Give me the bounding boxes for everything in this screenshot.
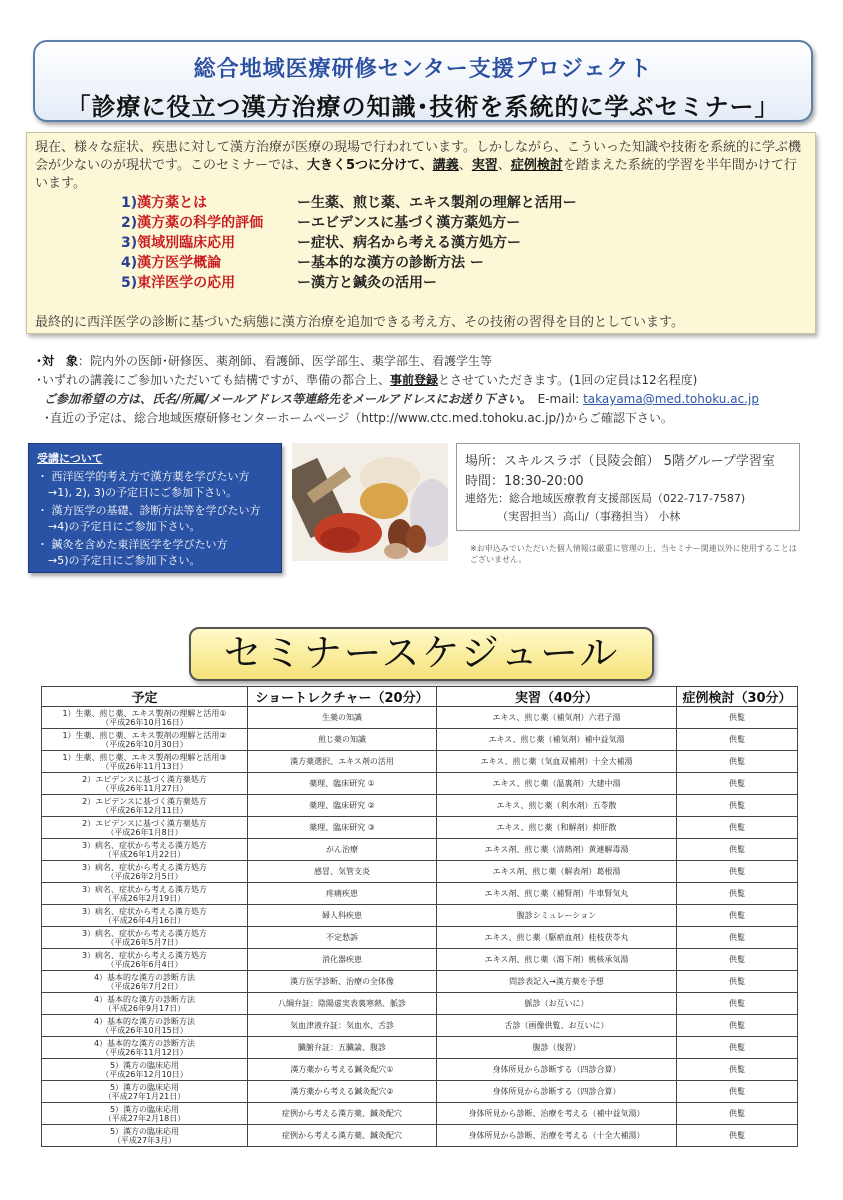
table-row [42, 817, 798, 839]
registration-note: ･いずれの講義にご参加いただいても結構ですが、準備の都合上、事前登録とさせていただきます。(1回の定員は12名程度) [36, 373, 698, 387]
schedule-cell [42, 707, 248, 729]
schedule-cell [42, 1125, 248, 1147]
schedule-cell [42, 1037, 248, 1059]
schedule-cell [42, 817, 248, 839]
lecture-cell: 消化器疾患 [248, 949, 437, 971]
attendance-guide-box [28, 443, 282, 573]
session-date: （平成26年10月15日） [101, 1025, 188, 1035]
lecture-cell: 婦人科疾患 [248, 905, 437, 927]
case-study-cell: 供覧 [677, 1037, 798, 1059]
session-date: （平成26年7月2日） [106, 981, 183, 991]
session-topic: 3）病名、症状から考える漢方処方 [81, 950, 208, 960]
lecture-cell: がん治療 [248, 839, 437, 861]
session-date: （平成26年12月11日） [101, 805, 188, 815]
topic-item: 2)漢方薬の科学的評価 ーエビデンスに基づく漢方薬処方ー [121, 215, 521, 231]
schedule-table [41, 686, 798, 1147]
session-topic: 4）基本的な漢方の診断方法 [93, 994, 196, 1004]
practice-cell: 身体所見から診断、治療を考える（補中益気湯） [437, 1103, 677, 1125]
lecture-cell: 漢方薬選択、エキス剤の活用 [248, 751, 437, 773]
schedule-body [42, 707, 798, 1147]
table-row [42, 949, 798, 971]
practice-cell: エキス剤、煎じ薬（解表剤）葛根湯 [437, 861, 677, 883]
table-row [42, 1081, 798, 1103]
schedule-cell [42, 905, 248, 927]
place-text: 場所：スキルスラボ（艮陵会館） 5階グループ学習室 [465, 454, 775, 469]
session-topic: 5）漢方の臨床応用 [109, 1104, 180, 1114]
session-topic: 3）病名、症状から考える漢方処方 [81, 840, 208, 850]
lecture-cell: 疼痛疾患 [248, 883, 437, 905]
case-study-cell: 供覧 [677, 1081, 798, 1103]
herbal-medicine-photo [292, 443, 448, 561]
session-topic: 3）病名、症状から考える漢方処方 [81, 928, 208, 938]
guide-line: ・ 鍼灸を含めた東洋医学を学びたい方 [37, 538, 228, 551]
lecture-cell: 生薬の知識 [248, 707, 437, 729]
practice-cell: エキス、煎じ薬（利水剤）五苓散 [437, 795, 677, 817]
table-row [42, 1037, 798, 1059]
session-date: （平成26年4月16日） [103, 915, 186, 925]
session-date: （平成26年12月10日） [101, 1069, 188, 1079]
practice-cell: 脈診（お互いに） [437, 993, 677, 1015]
case-study-cell: 供覧 [677, 729, 798, 751]
session-date: （平成26年10月16日） [101, 717, 188, 727]
staff-text: （実習担当）高山/（事務担当） 小林 [497, 510, 681, 523]
practice-cell: 舌診（画像供覧、お互いに） [437, 1015, 677, 1037]
target-note: ･対 象：院内外の医師･研修医、薬剤師、看護師、医学部生、薬学部生、看護学生等 [36, 354, 493, 368]
topic-item: 4)漢方医学概論 ー基本的な漢方の診断方法 ー [121, 255, 484, 271]
guide-heading: 受講について [37, 452, 103, 465]
session-topic: 1）生薬、煎じ薬、エキス製剤の理解と活用③ [62, 752, 227, 762]
lecture-cell: 煎じ薬の知識 [248, 729, 437, 751]
privacy-note: ※お申込みでいただいた個人情報は厳重に管理の上、当セミナー関連以外に使用することはございません。 [470, 544, 797, 564]
session-date: （平成26年11月27日） [101, 783, 188, 793]
session-date: （平成26年5月7日） [106, 937, 183, 947]
session-date: （平成26年1月22日） [103, 849, 186, 859]
case-study-cell: 供覧 [677, 707, 798, 729]
practice-cell: エキス、煎じ薬（駆瘀血剤）桂枝茯苓丸 [437, 927, 677, 949]
schedule-cell [42, 1059, 248, 1081]
session-date: （平成26年1月8日） [106, 827, 183, 837]
homepage-note: ･直近の予定は、総合地域医療研修センターホームページ（http://www.ctc.med.tohoku.ac.jp/)からご確認下さい。 [44, 411, 673, 425]
lecture-cell: 臓腑弁証：五臓論、腹診 [248, 1037, 437, 1059]
case-study-cell: 供覧 [677, 971, 798, 993]
case-study-cell: 供覧 [677, 839, 798, 861]
time-text: 時間：18:30-20:00 [465, 474, 584, 489]
column-header-case-study: 症例検討（30分） [677, 687, 798, 707]
case-study-cell: 供覧 [677, 795, 798, 817]
session-topic: 1）生薬、煎じ薬、エキス製剤の理解と活用① [62, 708, 227, 718]
session-date: （平成26年2月19日） [103, 893, 186, 903]
session-topic: 4）基本的な漢方の診断方法 [93, 1038, 196, 1048]
schedule-cell [42, 927, 248, 949]
case-study-cell: 供覧 [677, 861, 798, 883]
session-date: （平成26年9月17日） [103, 1003, 186, 1013]
practice-cell: 身体所見から診断する（四診合算） [437, 1081, 677, 1103]
guide-line: →5)の予定日にご参加下さい。 [37, 554, 201, 567]
session-topic: 5）漢方の臨床応用 [109, 1126, 180, 1136]
table-row [42, 1015, 798, 1037]
column-header-practice: 実習（40分） [437, 687, 677, 707]
practice-cell: エキス剤、煎じ薬（清熱剤）黄連解毒湯 [437, 839, 677, 861]
practice-cell: 身体所見から診断する（四診合算） [437, 1059, 677, 1081]
lecture-cell: 八綱弁証：陰陽虚実表裏寒熱、脈診 [248, 993, 437, 1015]
schedule-cell [42, 773, 248, 795]
table-row [42, 905, 798, 927]
table-row [42, 993, 798, 1015]
schedule-cell [42, 795, 248, 817]
table-row [42, 883, 798, 905]
lecture-cell: 不定愁訴 [248, 927, 437, 949]
table-row [42, 729, 798, 751]
session-date: （平成26年2月5日） [106, 871, 183, 881]
table-row [42, 773, 798, 795]
practice-cell: 問診表記入→漢方薬を予想 [437, 971, 677, 993]
guide-line: ・ 西洋医学的考え方で漢方薬を学びたい方 [37, 470, 250, 483]
session-date: （平成26年10月30日） [101, 739, 188, 749]
case-study-cell: 供覧 [677, 905, 798, 927]
lecture-cell: 漢方薬から考える鍼灸配穴② [248, 1081, 437, 1103]
table-row [42, 1103, 798, 1125]
session-topic: 5）漢方の臨床応用 [109, 1060, 180, 1070]
table-row [42, 707, 798, 729]
lecture-cell: 薬理、臨床研究 ① [248, 773, 437, 795]
session-topic: 4）基本的な漢方の診断方法 [93, 972, 196, 982]
table-row [42, 971, 798, 993]
case-study-cell: 供覧 [677, 751, 798, 773]
session-date: （平成26年11月13日） [101, 761, 188, 771]
session-date: （平成27年1月21日） [103, 1091, 186, 1101]
venue-info-box [456, 443, 800, 531]
schedule-cell [42, 751, 248, 773]
guide-line: →4)の予定日にご参加下さい。 [37, 520, 201, 533]
session-topic: 3）病名、症状から考える漢方処方 [81, 884, 208, 894]
schedule-cell [42, 729, 248, 751]
schedule-cell [42, 949, 248, 971]
session-topic: 2）エビデンスに基づく漢方薬処方 [82, 818, 207, 828]
practice-cell: 腹診（復習） [437, 1037, 677, 1059]
project-title: 総合地域医療研修センター支援プロジェクト [193, 57, 653, 82]
topic-item: 3)領域別臨床応用 ー症状、病名から考える漢方処方ー [121, 235, 521, 251]
table-row [42, 861, 798, 883]
table-row [42, 927, 798, 949]
intro-box [26, 132, 816, 334]
practice-cell: エキス、煎じ薬（気血双補剤）十全大補湯 [437, 751, 677, 773]
session-date: （平成27年3月） [112, 1135, 177, 1145]
session-topic: 4）基本的な漢方の診断方法 [93, 1016, 196, 1026]
lecture-cell: 漢方医学診断、治療の全体像 [248, 971, 437, 993]
practice-cell: エキス、煎じ薬（補気剤）補中益気湯 [437, 729, 677, 751]
schedule-cell [42, 993, 248, 1015]
topic-item: 5)東洋医学の応用 ー漢方と鍼灸の活用ー [121, 275, 437, 291]
practice-cell: 腹診シミュレーション [437, 905, 677, 927]
title-banner [33, 40, 813, 122]
practice-cell: エキス剤、煎じ薬（補腎剤）牛車腎気丸 [437, 883, 677, 905]
session-topic: 1）生薬、煎じ薬、エキス製剤の理解と活用② [62, 730, 227, 740]
intro-paragraph: 現在、様々な症状、疾患に対して漢方治療が医療の現場で行われています。しかしながら、こういった知識や技術を系統的に学ぶ機会が少ないのが現状です。このセミナーでは、大きく5つに分けて、講義、実習、症例検討を踏まえた系統的学習を半年間かけて行います。 [35, 140, 801, 191]
schedule-cell [42, 839, 248, 861]
schedule-heading: セミナースケジュール [189, 627, 654, 681]
case-study-cell: 供覧 [677, 993, 798, 1015]
table-row [42, 795, 798, 817]
session-topic: 2）エビデンスに基づく漢方薬処方 [82, 796, 207, 806]
practice-cell: エキス剤、煎じ薬（瀉下剤）桃核承気湯 [437, 949, 677, 971]
intro-footer: 最終的に西洋医学の診断に基づいた病態に漢方治療を追加できる考え方、その技術の習得を目的としています。 [35, 315, 684, 330]
schedule-cell [42, 971, 248, 993]
contact-text: 連絡先：総合地域医療教育支援部医局（022-717-7587) [465, 492, 746, 505]
case-study-cell: 供覧 [677, 949, 798, 971]
schedule-cell [42, 1015, 248, 1037]
case-study-cell: 供覧 [677, 883, 798, 905]
guide-line: ・ 漢方医学の基礎、診断方法等を学びたい方 [37, 504, 261, 517]
table-row [42, 1059, 798, 1081]
session-topic: 2）エビデンスに基づく漢方薬処方 [82, 774, 207, 784]
practice-cell: エキス、煎じ薬（補気剤）六君子湯 [437, 707, 677, 729]
session-date: （平成26年6月4日） [106, 959, 183, 969]
lecture-cell: 漢方薬から考える鍼灸配穴① [248, 1059, 437, 1081]
seminar-title: 「診療に役立つ漢方治療の知識･技術を系統的に学ぶセミナー」 [66, 93, 780, 121]
column-header-schedule: 予定 [42, 687, 248, 707]
case-study-cell: 供覧 [677, 1059, 798, 1081]
practice-cell: 身体所見から診断、治療を考える（十全大補湯） [437, 1125, 677, 1147]
lecture-cell: 薬理、臨床研究 ② [248, 795, 437, 817]
schedule-cell [42, 1081, 248, 1103]
case-study-cell: 供覧 [677, 817, 798, 839]
case-study-cell: 供覧 [677, 1103, 798, 1125]
session-date: （平成26年11月12日） [101, 1047, 188, 1057]
table-row [42, 751, 798, 773]
case-study-cell: 供覧 [677, 1015, 798, 1037]
guide-line: →1), 2), 3)の予定日にご参加下さい。 [37, 486, 238, 499]
table-row [42, 839, 798, 861]
case-study-cell: 供覧 [677, 927, 798, 949]
lecture-cell: 症例から考える漢方薬、鍼灸配穴 [248, 1125, 437, 1147]
table-header-row [42, 687, 798, 707]
email-link[interactable]: takayama@med.tohoku.ac.jp [583, 392, 759, 406]
practice-cell: エキス、煎じ薬（温裏剤）大建中湯 [437, 773, 677, 795]
session-date: （平成27年2月18日） [103, 1113, 186, 1123]
lecture-cell: 感冒、気管支炎 [248, 861, 437, 883]
lecture-cell: 気血津液弁証：気血水、舌診 [248, 1015, 437, 1037]
schedule-cell [42, 883, 248, 905]
column-header-lecture: ショートレクチャー（20分） [248, 687, 437, 707]
session-topic: 3）病名、症状から考える漢方処方 [81, 862, 208, 872]
lecture-cell: 薬理、臨床研究 ③ [248, 817, 437, 839]
case-study-cell: 供覧 [677, 1125, 798, 1147]
lecture-cell: 症例から考える漢方薬、鍼灸配穴 [248, 1103, 437, 1125]
case-study-cell: 供覧 [677, 773, 798, 795]
schedule-cell [42, 861, 248, 883]
schedule-cell [42, 1103, 248, 1125]
session-topic: 5）漢方の臨床応用 [109, 1082, 180, 1092]
topic-item: 1)漢方薬とは ー生薬、煎じ薬、エキス製剤の理解と活用ー [121, 195, 577, 211]
session-topic: 3）病名、症状から考える漢方処方 [81, 906, 208, 916]
application-note: ご参加希望の方は、氏名/所属/メールアドレス等連絡先をメールアドレスにお送り下さい。 E-mail: takayama@med.tohoku.ac.jp [44, 392, 759, 406]
practice-cell: エキス、煎じ薬（和解剤）抑肝散 [437, 817, 677, 839]
table-row [42, 1125, 798, 1147]
